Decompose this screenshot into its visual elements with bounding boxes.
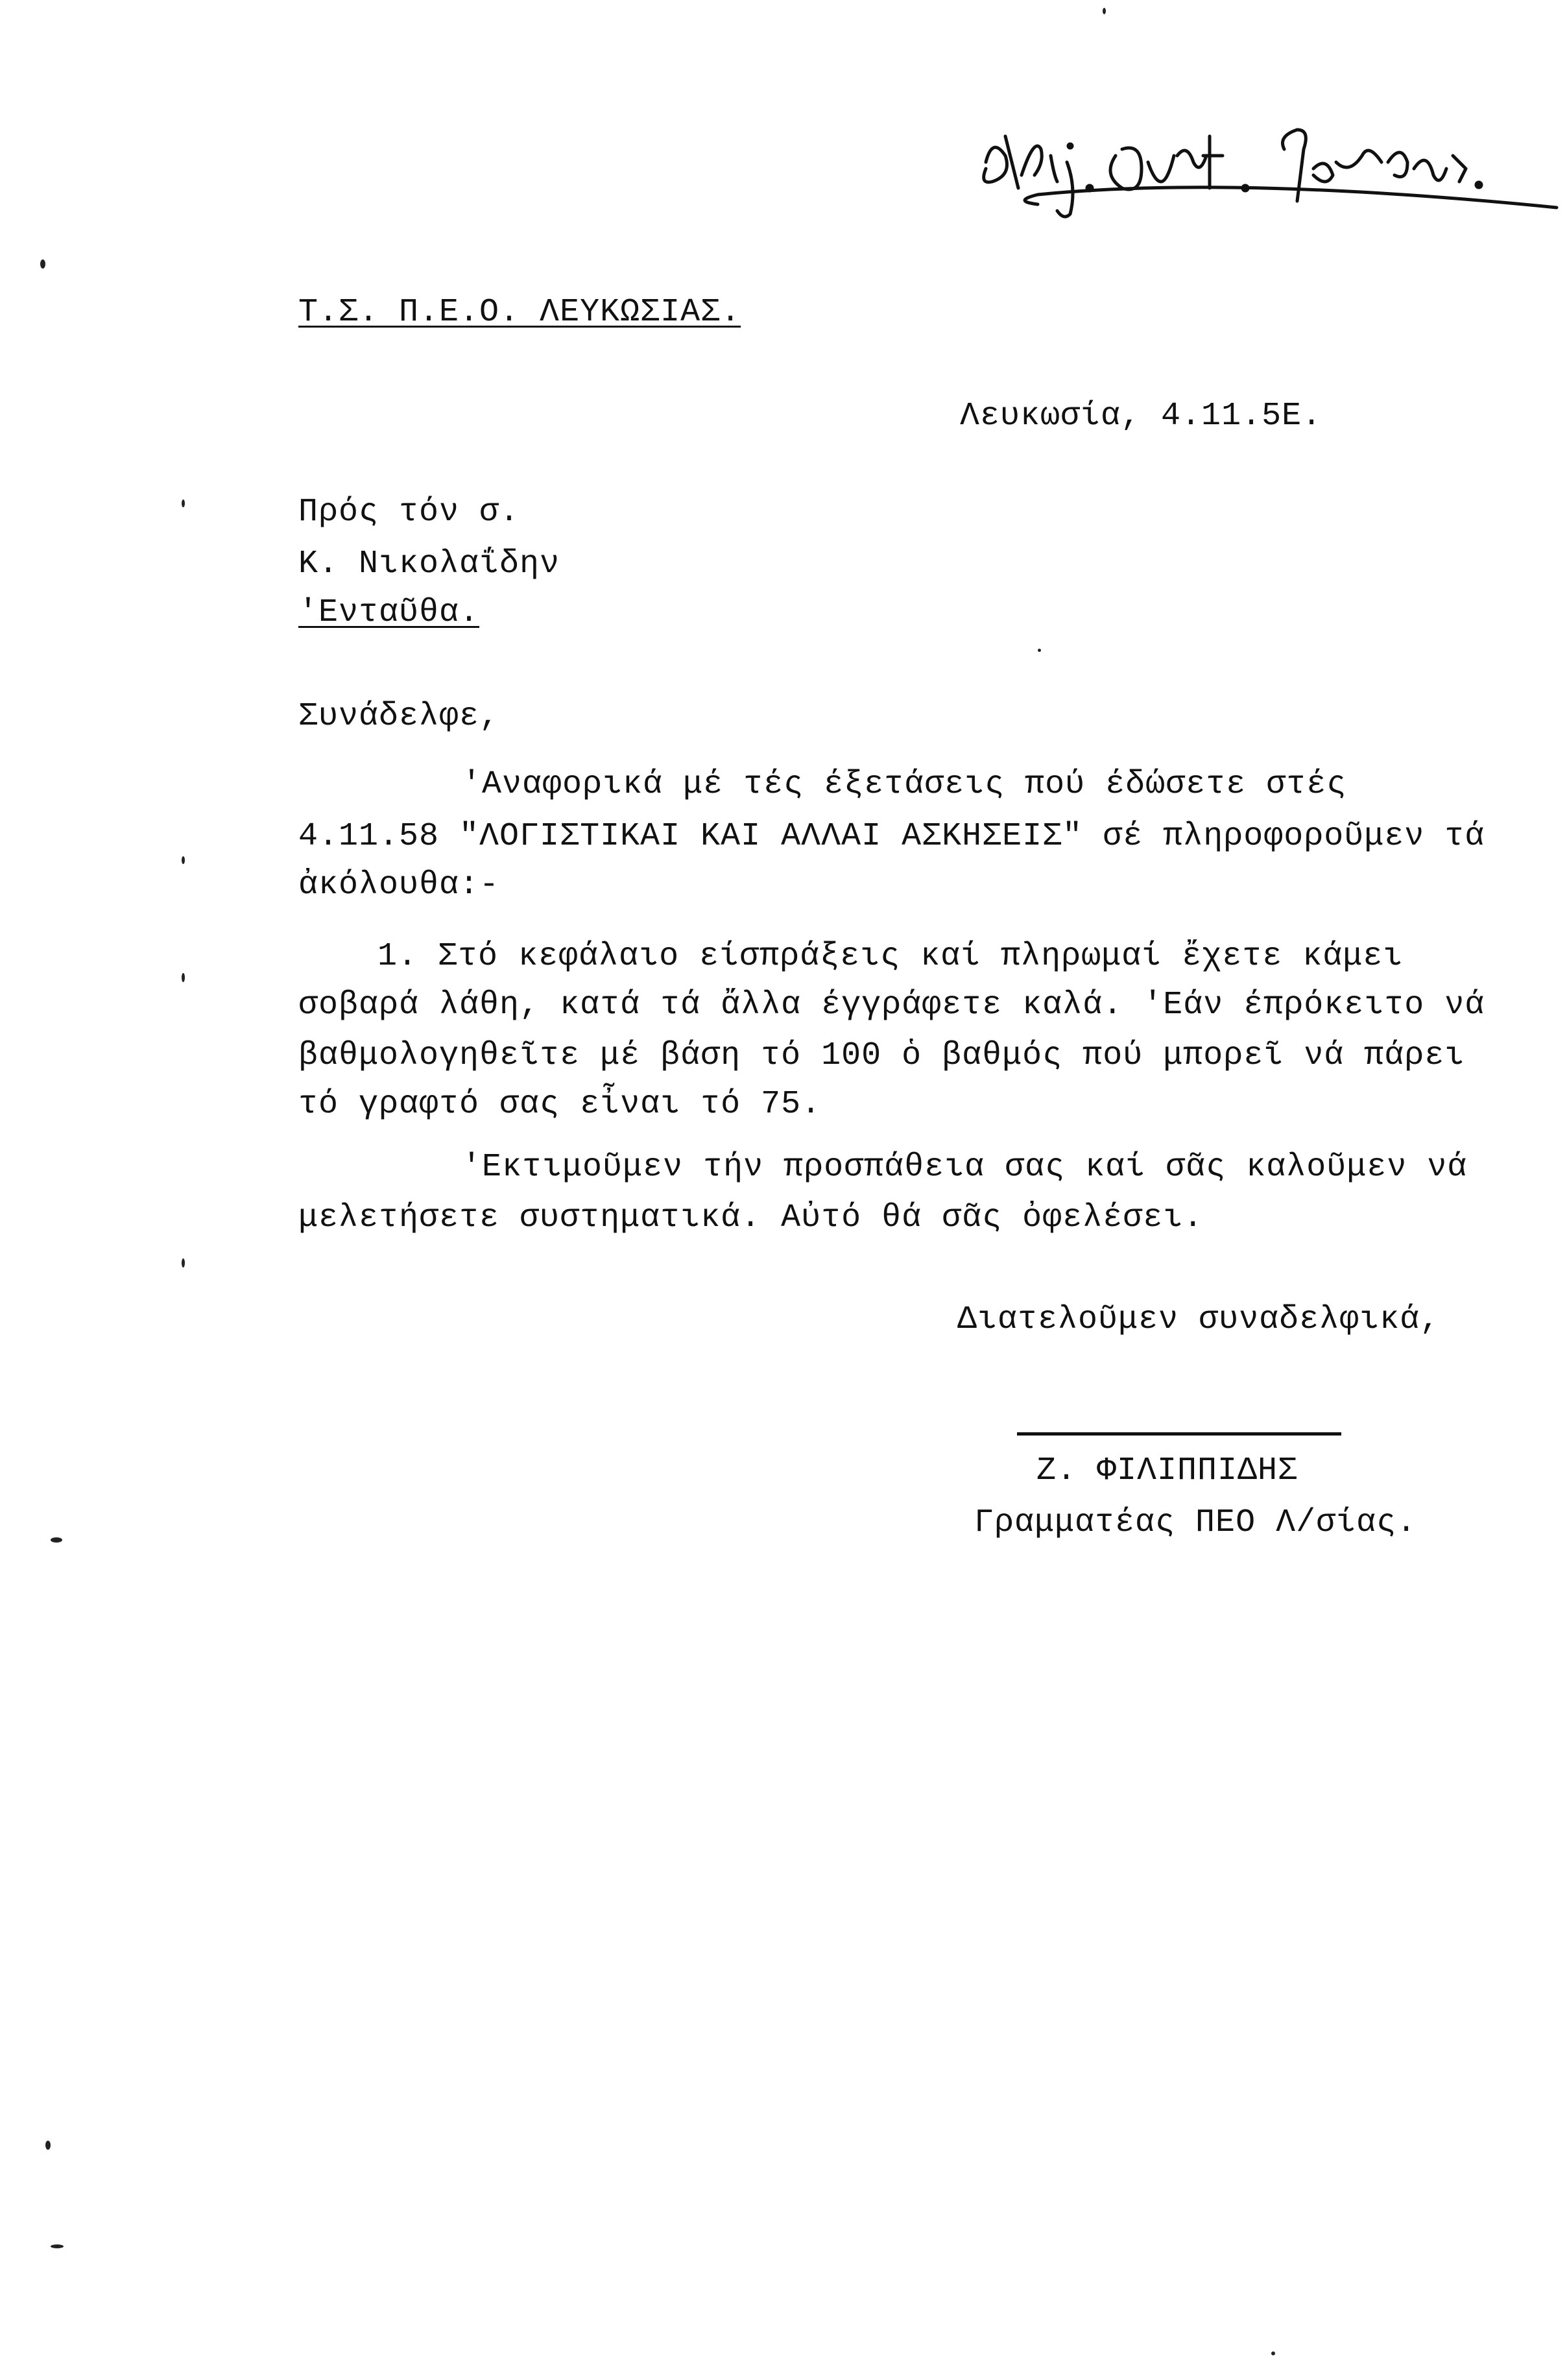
signatory-title: Γραμματέας ΠΕΟ Λ/σίας. (974, 1504, 1417, 1541)
closing: Διατελοῦμεν συναδελφικά, (957, 1301, 1441, 1338)
scan-speck (182, 499, 185, 507)
paragraph-3-line-1: 'Εκτιμοῦμεν τήν προσπάθεια σας καί σᾶς καλοῦμεν νά (462, 1149, 1468, 1186)
recipient-line-2: Κ. Νικολαΐδην (298, 546, 560, 583)
paragraph-1-line-2: 4.11.58 "ΛΟΓΙΣΤΙΚΑΙ ΚΑΙ ΑΛΛΑΙ ΑΣΚΗΣΕΙΣ" σέ πληροφοροῦμεν τά (298, 818, 1485, 855)
paragraph-2-line-2: σοβαρά λάθη, κατά τά ἄλλα έγγράφετε καλά. 'Εάν έπρόκειτο νά (298, 987, 1485, 1024)
scan-speck (182, 973, 185, 982)
paragraph-2-line-4: τό γραφτό σας εἶναι τό 75. (298, 1086, 822, 1123)
scan-speck (51, 2244, 64, 2248)
signatory-name: Ζ. ΦΙΛΙΠΠΙΔΗΣ (1036, 1452, 1298, 1489)
paragraph-3-line-2: μελετήσετε συστηματικά. Αὐτό θά σᾶς ὀφελέσει. (298, 1199, 1204, 1236)
sender-organization: Τ.Σ. Π.Ε.Ο. ΛΕΥΚΩΣΙΑΣ. (298, 294, 741, 331)
scan-speck (1103, 8, 1106, 14)
salutation: Συνάδελφε, (298, 698, 500, 735)
recipient-line-1: Πρός τόν σ. (298, 494, 520, 531)
scan-speck (182, 1258, 185, 1268)
scan-speck (51, 1537, 62, 1543)
recipient-line-3: 'Ενταῦθα. (298, 594, 480, 631)
date-line: Λευκωσία, 4.11.5Ε. (960, 398, 1322, 435)
signature-line (1017, 1432, 1341, 1436)
paragraph-1-line-1: 'Αναφορικά μέ τές έξετάσεις πού έδώσετε στές (462, 766, 1347, 803)
scan-speck (45, 2141, 51, 2150)
scan-speck (1271, 2351, 1275, 2355)
scan-speck (1038, 649, 1041, 652)
paragraph-2-line-3: βαθμολογηθεῖτε μέ βάση τό 100 ὁ βαθμός πού μπορεῖ νά πάρει (298, 1037, 1465, 1074)
handwritten-annotation (960, 97, 1567, 227)
scan-speck (182, 856, 185, 864)
paragraph-1-line-3: ἀκόλουθα:- (298, 867, 500, 904)
scan-speck (40, 259, 45, 269)
paragraph-2-line-1: 1. Στό κεφάλαιο είσπράξεις καί πληρωμαί ἔχετε κάμει (377, 938, 1404, 975)
